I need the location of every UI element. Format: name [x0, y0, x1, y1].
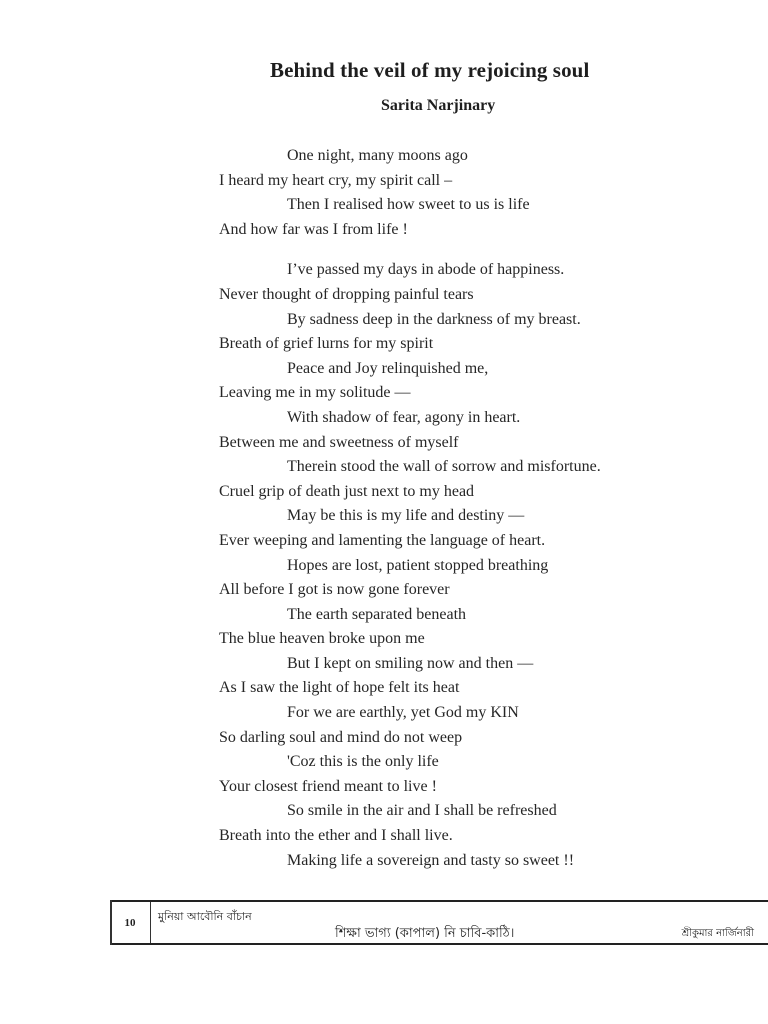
magazine-name: মুনিয়া আবৌনি বাঁচান [158, 910, 252, 923]
poem-line: Your closest friend meant to live ! [219, 777, 437, 795]
poem-line: For we are earthly, yet God my KIN [287, 704, 519, 722]
poem-line: I’ve passed my days in abode of happiness. [287, 261, 565, 279]
poem-line: Then I realised how sweet to us is life [287, 196, 530, 214]
poem-line: Ever weeping and lamenting the language of heart. [219, 531, 546, 549]
poem-body [219, 144, 739, 873]
page-number: 10 [110, 902, 151, 943]
poem-line: I heard my heart cry, my spirit call – [219, 171, 453, 189]
poem-line: But I kept on smiling now and then — [287, 654, 534, 672]
poem-line: Never thought of dropping painful tears [219, 285, 474, 303]
poem-line: Making life a sovereign and tasty so sweet !! [287, 851, 575, 869]
poem-author: Sarita Narjinary [381, 97, 496, 114]
stanza-2 [219, 258, 739, 873]
poem-line: The blue heaven broke upon me [219, 630, 425, 648]
poem-line: The earth separated beneath [287, 605, 467, 623]
poem-line: One night, many moons ago [287, 147, 468, 164]
poem-line: Between me and sweetness of myself [219, 433, 459, 451]
poem-line: May be this is my life and destiny — [287, 507, 525, 525]
poem-line: 'Coz this is the only life [287, 753, 439, 771]
poem-line: By sadness deep in the darkness of my breast. [287, 310, 581, 328]
poem-line: So darling soul and mind do not weep [219, 728, 463, 746]
poem-line: Cruel grip of death just next to my head [219, 482, 475, 500]
stanza-1 [219, 144, 739, 242]
poem-line: Leaving me in my solitude — [219, 384, 411, 402]
poem-line: Hopes are lost, patient stopped breathing [287, 556, 549, 574]
poem-line: Peace and Joy relinquished me, [287, 359, 489, 377]
page-footer [110, 900, 768, 945]
poem-line: Therein stood the wall of sorrow and misfortune. [287, 458, 601, 476]
footer-left-rule [110, 900, 112, 945]
poem-line: With shadow of fear, agony in heart. [287, 408, 521, 426]
poem-line: As I saw the light of hope felt its heat [219, 679, 460, 697]
poem-line: Breath into the ether and I shall live. [219, 827, 453, 845]
footer-credit: শ্রীকুমার নার্জিনারী [681, 928, 754, 939]
poem-line: So smile in the air and I shall be refreshed [287, 802, 557, 820]
poem-title: Behind the veil of my rejoicing soul [270, 58, 590, 82]
poem-line: Breath of grief lurns for my spirit [219, 335, 434, 353]
poem-line: All before I got is now gone forever [219, 581, 450, 599]
poem-line: And how far was I from life ! [219, 220, 408, 238]
footer-quote: শিক্ষা ভাগ্য (কাপাল) নি চাবি-কাঠি। [335, 926, 515, 941]
